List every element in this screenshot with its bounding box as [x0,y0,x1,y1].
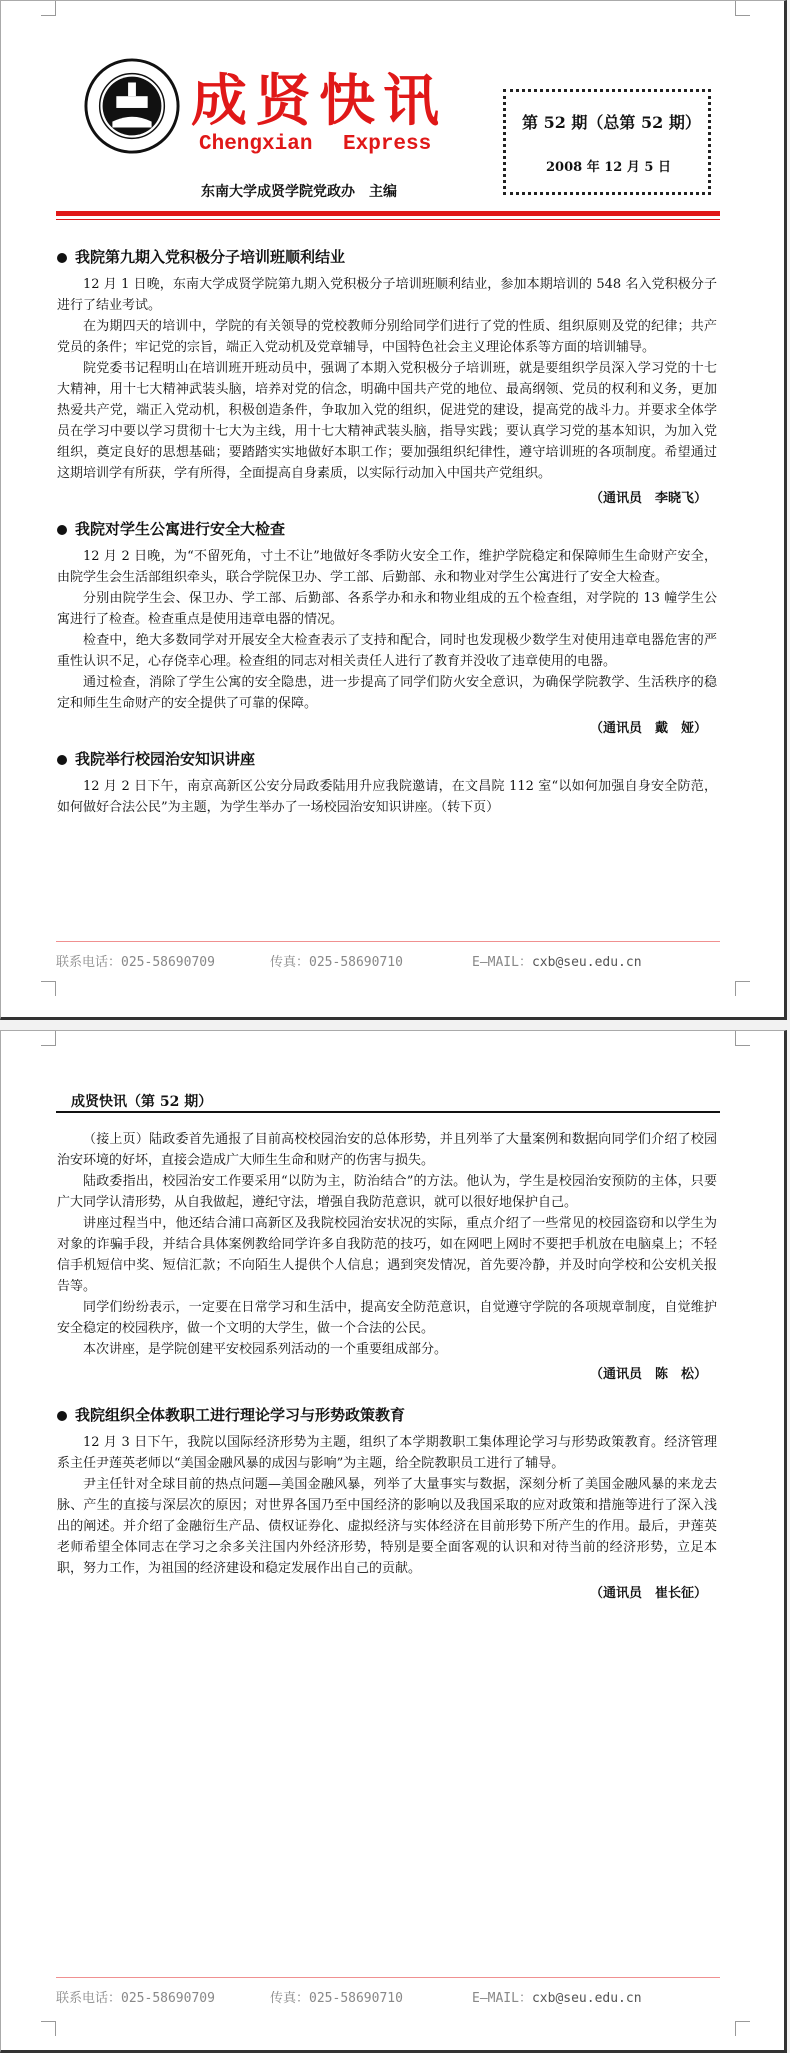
footer-divider [56,941,720,942]
article-paragraph: 12 月 1 日晚，东南大学成贤学院第九期入党积极分子培训班顺利结业，参加本期培训的 548 名入党积极分子进行了结业考试。 [57,277,717,313]
article-paragraph: 12 月 3 日下午，我院以国际经济形势为主题，组织了本学期教职工集体理论学习与形势政策教育。经济管理系主任尹莲英老师以“美国金融风暴的成因与影响”为主题，给全院教职员工进行了辅导。 [57,1435,717,1471]
bullet-icon [57,253,67,263]
issue-info-box [503,89,711,195]
article-heading-text: 我院组织全体教职工进行理论学习与形势政策教育 [75,1406,406,1424]
crop-mark [735,1031,750,1046]
article-paragraph: 本次讲座，是学院创建平安校园系列活动的一个重要组成部分。 [83,1342,448,1357]
article-paragraph: 检查中，绝大多数同学对开展安全大检查表示了支持和配合，同时也发现极少数学生对使用违章电器危害的严重性认识不足，心存侥幸心理。检查组的同志对相关责任人进行了教育并没收了违章使用的电器。 [57,633,717,669]
footer-email-link[interactable]: cxb@seu.edu.cn [531,955,642,970]
footer-phone-label: 联系电话： [56,955,122,970]
article-paragraph: 陆政委指出，校园治安工作要采用“以防为主，防治结合”的方法。他认为，学生是校园治安预防的主体，只要广大同学认清形势，从自我做起，遵纪守法，增强自我防范意识，就可以很好地保护自己。 [57,1174,717,1210]
bullet-icon [57,755,67,765]
footer-fax-label: 传真： [270,1991,310,2006]
article-paragraph: 院党委书记程明山在培训班开班动员中，强调了本期入党积极分子培训班，就是要组织学员深入学习党的十七大精神，用十七大精神武装头脑，培养对党的信念，明确中国共产党的地位、最高纲领、党员的权利和义务，更加热爱共产党，端正入党动机，积极创造条件，争取加入党的组织，促进党的建设，提高党的战斗力。并要求全体学员在学习中要以学习贯彻十七大为主线，用十七大精神武装头脑，指导实践；要认真学习党的基本知识，为加入党组织，奠定良好的思想基础；要踏踏实实地做好本职工作；要加强组织纪律性，遵守培训班的各项制度。希望通过这期培训学有所获，学有所得，全面提高自身素质，以实际行动加入中国共产党组织。 [57,361,717,481]
footer-phone-label: 联系电话： [56,1991,122,2006]
article-paragraph: 同学们纷纷表示，一定要在日常学习和生活中，提高安全防范意识，自觉遵守学院的各项规章制度，自觉维护安全稳定的校园秩序，做一个文明的大学生，做一个合法的公民。 [57,1300,717,1336]
page1-articles [57,247,717,818]
footer-email-label: E—MAIL： [472,1991,532,2006]
article-heading-text: 我院对学生公寓进行安全大检查 [75,520,286,538]
article-heading [57,749,717,770]
footer-email [472,951,642,970]
masthead-title-cn: 成贤快讯 [191,68,447,134]
masthead-editor: 东南大学成贤学院党政办 主编 [201,184,397,200]
footer-email-link[interactable]: cxb@seu.edu.cn [531,1991,642,2006]
crop-mark [735,2021,750,2036]
spacer [57,1395,717,1405]
bullet-icon [57,1411,67,1421]
article-byline: （通讯员 戴 娅） [589,721,707,736]
footer-divider [56,1977,720,1978]
crop-mark [41,1,56,16]
article-byline: （通讯员 李晓飞） [589,491,707,506]
crop-mark [41,2021,56,2036]
crop-mark [735,1,750,16]
crop-mark [41,981,56,996]
footer-fax [270,951,403,970]
masthead-title-en: Chengxian Express [199,133,432,156]
article-heading-text: 我院第九期入党积极分子培训班顺利结业 [75,248,346,266]
article-heading [57,247,717,268]
footer-email-label: E—MAIL： [472,955,532,970]
footer-fax-label: 传真： [270,955,310,970]
article-paragraph: 通过检查，消除了学生公寓的安全隐患，进一步提高了同学们防火安全意识，为确保学院教学、生活秩序的稳定和师生生命财产的安全提供了可靠的保障。 [57,675,717,711]
bullet-icon [57,525,67,535]
masthead-divider [56,211,720,216]
article-paragraph: （接上页）陆政委首先通报了目前高校校园治安的总体形势，并且列举了大量案例和数据向同学们介绍了校园治安环境的好坏，直接会造成广大师生生命和财产的伤害与损失。 [57,1132,717,1168]
article-paragraph: 12 月 2 日晚，为“不留死角，寸土不让”地做好冬季防火安全工作，维护学院稳定和保障师生生命财产安全，由院学生会生活部组织牵头，联合学院保卫办、学工部、后勤部、永和物业对学生公寓进行了安全大检查。 [57,549,717,585]
article-byline: （通讯员 陈 松） [589,1367,707,1382]
article-paragraph: 分别由院学生会、保卫办、学工部、后勤部、各系学办和永和物业组成的五个检查组，对学院的 13 幢学生公寓进行了检查。检查重点是使用违章电器的情况。 [57,591,717,627]
crop-mark [735,981,750,996]
footer-phone-value: 025-58690709 [121,1991,215,2006]
article-paragraph: 12 月 2 日下午，南京高新区公安分局政委陆用升应我院邀请，在文昌院 112 室“以如何加强自身安全防范，如何做好合法公民”为主题，为学生举办了一场校园治安知识讲座。（转下页） [57,779,717,815]
issue-number: 第 52 期（总第 52 期） [522,113,701,132]
issue-date: 2008 年 12 月 5 日 [546,160,671,175]
page-2 [0,1030,787,2053]
header-divider [56,1111,720,1113]
page-running-header: 成贤快讯（第 52 期） [71,1094,213,1110]
university-seal-logo [83,57,181,155]
crop-mark [41,1031,56,1046]
footer-phone-value: 025-58690709 [121,955,215,970]
article-byline: （通讯员 崔长征） [589,1586,707,1601]
footer-fax-value: 025-58690710 [309,1991,403,2006]
footer-phone [56,1987,215,2006]
article-paragraph: 在为期四天的培训中，学院的有关领导的党校教师分别给同学们进行了党的性质、组织原则及党的纪律；共产党员的条件；牢记党的宗旨，端正入党动机及党章辅导，中国特色社会主义理论体系等方面的培训辅导。 [57,319,717,355]
footer-fax [270,1987,403,2006]
masthead-divider-thin [56,219,720,220]
article-paragraph: 尹主任针对全球目前的热点问题—美国金融风暴，列举了大量事实与数据，深刻分析了美国金融风暴的来龙去脉、产生的直接与深层次的原因；对世界各国乃至中国经济的影响以及我国采取的应对政策和措施等进行了深入浅出的阐述。并介绍了金融衍生产品、债权证券化、虚拟经济与实体经济在目前形势下所产生的作用。最后，尹莲英老师希望全体同志在学习之余多关注国内外经济形势，特别是要全面客观的认识和对待当前的经济形势，立足本职，努力工作，为祖国的经济建设和稳定发展作出自己的贡献。 [57,1477,717,1576]
article-heading [57,519,717,540]
footer-phone [56,951,215,970]
article-heading-text: 我院举行校园治安知识讲座 [75,750,256,768]
footer-email [472,1987,642,2006]
page-1 [0,0,787,1020]
article-paragraph: 讲座过程当中，他还结合浦口高新区及我院校园治安状况的实际，重点介绍了一些常见的校园盗窃和以学生为对象的诈骗手段，并结合具体案例教给同学许多自我防范的技巧，如在网吧上网时不要把手机放在电脑桌上；不轻信手机短信中奖、短信汇款；不向陌生人提供个人信息；遇到突发情况，首先要冷静，并及时向学校和公安机关报告等。 [57,1216,717,1294]
page2-articles [57,1129,717,1614]
footer-fax-value: 025-58690710 [309,955,403,970]
article-heading [57,1405,717,1426]
